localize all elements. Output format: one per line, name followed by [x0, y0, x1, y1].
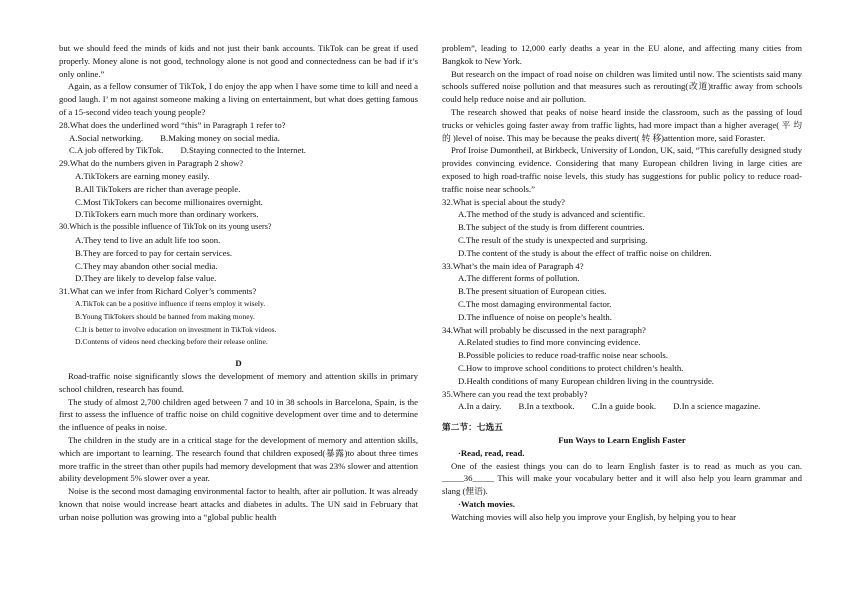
subheading-watch: ·Watch movies. [458, 498, 515, 509]
option-b[interactable]: B.Young TikTokers should be banned from making money. [75, 311, 255, 321]
option-d[interactable]: D.Contents of videos need checking before their release online. [75, 337, 268, 347]
passage-paragraph: Road-traffic noise significantly slows the development of memory and attention skills in primary school children, research has found. [59, 370, 418, 394]
passage-paragraph: problem”, leading to 12,000 early deaths a year in the EU alone, and affecting many cities from Bangkok to New York. [442, 43, 802, 66]
option-d[interactable]: D.TikTokers earn much more than ordinary workers. [75, 209, 259, 220]
option-c[interactable]: C.It is better to involve education on investment in TikTok videos. [75, 324, 277, 334]
option-c[interactable]: C.Most TikTokers can become millionaires overnight. [75, 196, 263, 207]
section-2-heading: 第二节：七选五 [442, 422, 503, 433]
article-title: Fun Ways to Learn English Faster [558, 434, 686, 445]
passage-paragraph: But research on the impact of road noise on children was limited until now. The scientists said many schools suffered noise pollution and that measures such as rerouting(改道)traffic away from schools could help reduce noise and air pollution. [442, 68, 802, 105]
question-35-stem: 35.Where can you read the text probably? [442, 388, 588, 399]
option-d[interactable]: D.The influence of noise on people’s health. [458, 311, 612, 322]
question-35-options-row [442, 400, 802, 413]
left-column [59, 42, 418, 523]
question-28-options-row [59, 144, 418, 157]
option-a[interactable]: A.Related studies to find more convincing evidence. [458, 337, 641, 348]
option-c[interactable]: C.A job offered by TikTok. [69, 145, 164, 156]
option-c[interactable]: C.How to improve school conditions to protect children’s health. [458, 362, 684, 373]
question-30-stem: 30.Which is the possible influence of TikTok on its young users? [59, 222, 272, 232]
passage-paragraph: Again, as a fellow consumer of TikTok, I do enjoy the app when I have some time to kill and need a good laugh. I’ m not against someone making a living on entertainment, but what does getting famous of a 15-second video teach young people? [59, 81, 418, 117]
option-b[interactable]: B.The subject of the study is from different countries. [458, 222, 645, 233]
passage-paragraph [442, 460, 802, 498]
question-28-stem: 28.What does the underlined word “this” in Paragraph 1 refer to? [59, 119, 286, 130]
question-31-stem: 31.What can we infer from Richard Colyer’s comments? [59, 286, 257, 297]
passage-paragraph: Prof Iroise Dumontheil, at Birkbeck, University of London, UK, said, “This carefully designed study provides convincing evidence. Considering that many European children living in large cities are exposed to high road-traffic noise levels, this study has suggestions for public policy to reduce road-traffic noise near schools.” [442, 145, 802, 194]
option-a[interactable]: A.In a dairy. [458, 401, 502, 412]
subheading-read: ·Read, read, read. [458, 447, 525, 458]
blank-36[interactable]: _____36_____ [442, 473, 495, 484]
passage-paragraph: The study of almost 2,700 children aged between 7 and 10 in 38 schools in Barcelona, Spain, is the first to assess the influence of traffic noise on child cognitive development over time and to determine the influence of peaks in noise. [59, 396, 418, 433]
option-b[interactable]: B.The present situation of European cities. [458, 286, 607, 297]
option-b[interactable]: B.All TikTokers are richer than average people. [75, 183, 241, 194]
option-d[interactable]: D.Staying connected to the Internet. [180, 145, 306, 156]
option-c[interactable]: C.The most damaging environmental factor. [458, 298, 612, 309]
question-28-options-row [59, 132, 418, 145]
paragraph-text: This will make your vocabulary better and it will also help you learn grammar and slang (俚语). [442, 473, 802, 497]
option-b[interactable]: B.Possible policies to reduce road-traffic noise near schools. [458, 350, 668, 361]
option-b[interactable]: B.Making money on social media. [160, 132, 280, 143]
passage-paragraph: Noise is the second most damaging environmental factor to health, after air pollution. It was already known that noise would increase heart attacks and diabetes in adults. The UN said in February that urban noise pollution was growing into a “global public health [59, 486, 418, 522]
option-a[interactable]: A.They tend to live an adult life too soon. [75, 234, 221, 245]
question-32-stem: 32.What is special about the study? [442, 196, 566, 207]
option-d[interactable]: D.Health conditions of many European children living in the countryside. [458, 375, 714, 386]
option-d[interactable]: D.In a science magazine. [673, 401, 761, 412]
option-a[interactable]: A.The different forms of pollution. [458, 273, 580, 284]
question-29-stem: 29.What do the numbers given in Paragraph 2 show? [59, 158, 244, 169]
passage-paragraph: Watching movies will also help you improve your English, by helping you to hear [451, 511, 736, 522]
question-34-stem: 34.What will probably be discussed in the next paragraph? [442, 324, 646, 335]
paragraph-text: One of the easiest things you can do to learn English faster is to read as much as you can. [451, 460, 802, 471]
option-d[interactable]: D.They are likely to develop false value. [75, 273, 217, 284]
option-b[interactable]: B.They are forced to pay for certain services. [75, 247, 233, 258]
option-a[interactable]: A.Social networking. [69, 132, 144, 143]
passage-paragraph: but we should feed the minds of kids and not just their bank accounts. TikTok can be great if used properly. Money alone is not good, technology alone is not good and connectedness can be bad if it’s only online.” [59, 43, 418, 79]
option-c[interactable]: C.The result of the study is unexpected and surprising. [458, 234, 648, 245]
option-d[interactable]: D.The content of the study is about the effect of traffic noise on children. [458, 247, 712, 258]
section-d-title: D [235, 358, 242, 369]
passage-paragraph: The research showed that peaks of noise heard inside the classroom, such as the passing of loud trucks or vehicles going faster away from traffic lights, had more impact than a higher average( 平 均 的 )level of noise. This may be because the peaks divert( 转 移)attention more, said Foraster. [442, 106, 802, 143]
option-a[interactable]: A.TikTok can be a positive influence if teens employ it wisely. [75, 298, 266, 308]
option-a[interactable]: A.TikTokers are earning money easily. [75, 170, 210, 181]
question-33-stem: 33.What’s the main idea of Paragraph 4? [442, 260, 584, 271]
passage-paragraph: The children in the study are in a critical stage for the development of memory and attention skills, which are important to learning. The research found that children exposed(暴露)to about three times more traffic in the street than other pupils had memory development that was 23% slower and attention ability development 5% slower over a year. [59, 434, 418, 484]
option-a[interactable]: A.The method of the study is advanced and scientific. [458, 209, 646, 220]
option-c[interactable]: C.They may abandon other social media. [75, 260, 218, 271]
option-b[interactable]: B.In a textbook. [518, 401, 575, 412]
option-c[interactable]: C.In a guide book. [591, 401, 657, 412]
right-column [442, 42, 802, 523]
